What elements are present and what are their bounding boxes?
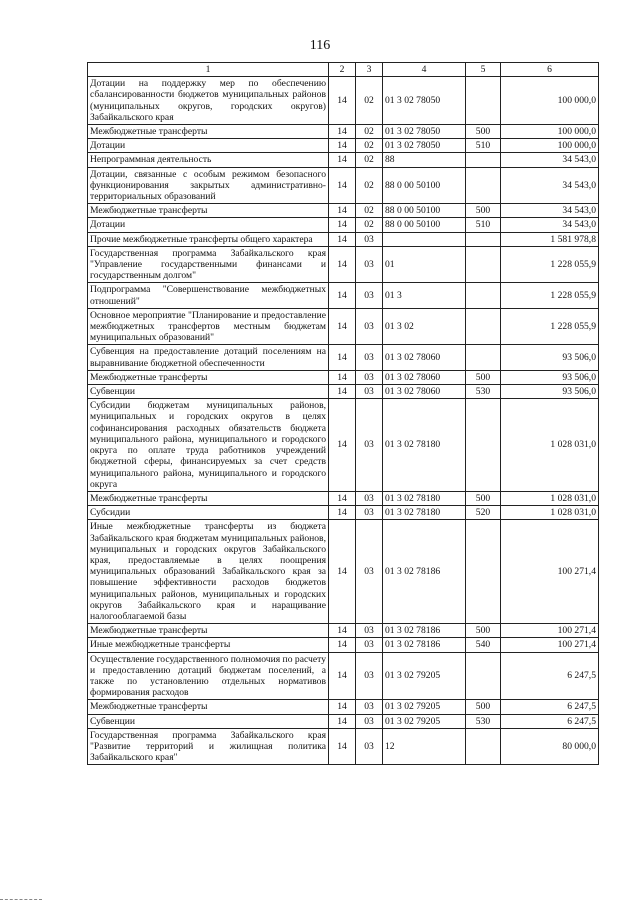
table-row	[88, 218, 599, 232]
row-name-cell: Межбюджетные трансферты	[88, 624, 329, 638]
row-name-cell: Дотации на поддержку мер по обеспечению сбалансированности бюджетов муниципальных районов (муниципальных округов, городских округов) Забайкальского края	[88, 77, 329, 125]
subsection-code-cell: 03	[356, 491, 383, 505]
header-cell: 6	[501, 63, 599, 77]
budget-table	[87, 62, 599, 765]
header-cell: 1	[88, 63, 329, 77]
header-cell: 5	[466, 63, 501, 77]
expense-type-cell	[466, 77, 501, 125]
amount-cell: 34 543,0	[501, 218, 599, 232]
target-article-cell	[383, 232, 466, 246]
section-code-cell: 14	[329, 506, 356, 520]
amount-cell: 1 228 055,9	[501, 308, 599, 345]
amount-cell: 93 506,0	[501, 385, 599, 399]
row-name-cell: Межбюджетные трансферты	[88, 125, 329, 139]
subsection-code-cell: 03	[356, 624, 383, 638]
amount-cell: 1 228 055,9	[501, 283, 599, 308]
target-article-cell: 01 3 02 78186	[383, 624, 466, 638]
row-name-cell: Субвенции	[88, 385, 329, 399]
subsection-code-cell: 03	[356, 714, 383, 728]
target-article-cell: 88 0 00 50100	[383, 204, 466, 218]
target-article-cell: 12	[383, 728, 466, 765]
subsection-code-cell: 02	[356, 204, 383, 218]
table-row	[88, 153, 599, 167]
target-article-cell: 01 3 02 79205	[383, 714, 466, 728]
amount-cell: 34 543,0	[501, 167, 599, 204]
table-row	[88, 232, 599, 246]
target-article-cell: 88 0 00 50100	[383, 167, 466, 204]
section-code-cell: 14	[329, 167, 356, 204]
amount-cell: 93 506,0	[501, 345, 599, 370]
section-code-cell: 14	[329, 652, 356, 700]
target-article-cell: 01 3	[383, 283, 466, 308]
target-article-cell: 01 3 02 78060	[383, 385, 466, 399]
expense-type-cell	[466, 520, 501, 624]
expense-type-cell: 500	[466, 204, 501, 218]
subsection-code-cell: 03	[356, 399, 383, 492]
amount-cell: 100 271,4	[501, 624, 599, 638]
subsection-code-cell: 03	[356, 506, 383, 520]
table-row	[88, 370, 599, 384]
section-code-cell: 14	[329, 308, 356, 345]
row-name-cell: Основное мероприятие "Планирование и предоставление межбюджетных трансфертов местным бюджетам муниципальных образований"	[88, 308, 329, 345]
expense-type-cell: 530	[466, 714, 501, 728]
table-row	[88, 167, 599, 204]
table-row	[88, 399, 599, 492]
expense-type-cell: 540	[466, 638, 501, 652]
subsection-code-cell: 03	[356, 385, 383, 399]
row-name-cell: Межбюджетные трансферты	[88, 370, 329, 384]
target-article-cell: 01 3 02 79205	[383, 700, 466, 714]
subsection-code-cell: 03	[356, 370, 383, 384]
section-code-cell: 14	[329, 728, 356, 765]
expense-type-cell: 500	[466, 370, 501, 384]
amount-cell: 6 247,5	[501, 700, 599, 714]
expense-type-cell: 500	[466, 491, 501, 505]
amount-cell: 100 000,0	[501, 139, 599, 153]
header-row	[88, 63, 599, 77]
row-name-cell: Межбюджетные трансферты	[88, 491, 329, 505]
expense-type-cell: 510	[466, 139, 501, 153]
subsection-code-cell: 02	[356, 77, 383, 125]
header-cell: 3	[356, 63, 383, 77]
table-row	[88, 246, 599, 283]
expense-type-cell: 500	[466, 624, 501, 638]
subsection-code-cell: 03	[356, 308, 383, 345]
subsection-code-cell: 03	[356, 345, 383, 370]
row-name-cell: Межбюджетные трансферты	[88, 700, 329, 714]
row-name-cell: Субсидии бюджетам муниципальных районов, муниципальных и городских округов в целях софинансирования расходных обязательств бюджета муниципального района, муниципального и городского округа по оплате труда работников учреждений бюджетной сферы, финансируемых за счет средств муниципального района, муниципального и городского округа	[88, 399, 329, 492]
table-row	[88, 204, 599, 218]
amount-cell: 6 247,5	[501, 714, 599, 728]
table-row	[88, 77, 599, 125]
section-code-cell: 14	[329, 218, 356, 232]
header-cell: 4	[383, 63, 466, 77]
target-article-cell: 01 3 02 78050	[383, 77, 466, 125]
target-article-cell: 01 3 02 78060	[383, 370, 466, 384]
expense-type-cell: 500	[466, 700, 501, 714]
row-name-cell: Непрограммная деятельность	[88, 153, 329, 167]
section-code-cell: 14	[329, 624, 356, 638]
subsection-code-cell: 03	[356, 246, 383, 283]
amount-cell: 80 000,0	[501, 728, 599, 765]
target-article-cell: 01 3 02 78050	[383, 139, 466, 153]
table-row	[88, 385, 599, 399]
target-article-cell: 01 3 02 78050	[383, 125, 466, 139]
table-row	[88, 520, 599, 624]
section-code-cell: 14	[329, 77, 356, 125]
expense-type-cell	[466, 728, 501, 765]
table-row	[88, 700, 599, 714]
section-code-cell: 14	[329, 283, 356, 308]
row-name-cell: Иные межбюджетные трансферты	[88, 638, 329, 652]
section-code-cell: 14	[329, 125, 356, 139]
section-code-cell: 14	[329, 714, 356, 728]
section-code-cell: 14	[329, 153, 356, 167]
row-name-cell: Государственная программа Забайкальского края "Развитие территорий и жилищная политика Забайкальского края"	[88, 728, 329, 765]
expense-type-cell	[466, 167, 501, 204]
row-name-cell: Прочие межбюджетные трансферты общего характера	[88, 232, 329, 246]
amount-cell: 93 506,0	[501, 370, 599, 384]
subsection-code-cell: 02	[356, 125, 383, 139]
subsection-code-cell: 03	[356, 652, 383, 700]
row-name-cell: Межбюджетные трансферты	[88, 204, 329, 218]
expense-type-cell	[466, 246, 501, 283]
table-row	[88, 491, 599, 505]
target-article-cell: 01 3 02 79205	[383, 652, 466, 700]
table-row	[88, 728, 599, 765]
table-row	[88, 345, 599, 370]
expense-type-cell	[466, 283, 501, 308]
row-name-cell: Дотации	[88, 139, 329, 153]
section-code-cell: 14	[329, 520, 356, 624]
section-code-cell: 14	[329, 246, 356, 283]
subsection-code-cell: 02	[356, 139, 383, 153]
amount-cell: 1 028 031,0	[501, 399, 599, 492]
row-name-cell: Субвенции	[88, 714, 329, 728]
subsection-code-cell: 03	[356, 700, 383, 714]
section-code-cell: 14	[329, 385, 356, 399]
amount-cell: 1 028 031,0	[501, 491, 599, 505]
table-row	[88, 714, 599, 728]
section-code-cell: 14	[329, 399, 356, 492]
bottom-mark	[0, 899, 42, 901]
row-name-cell: Субвенция на предоставление дотаций поселениям на выравнивание бюджетной обеспеченности	[88, 345, 329, 370]
subsection-code-cell: 02	[356, 153, 383, 167]
table-row	[88, 283, 599, 308]
target-article-cell: 01 3 02 78186	[383, 638, 466, 652]
target-article-cell: 88 0 00 50100	[383, 218, 466, 232]
target-article-cell: 01 3 02	[383, 308, 466, 345]
target-article-cell: 01 3 02 78180	[383, 506, 466, 520]
target-article-cell: 01 3 02 78180	[383, 399, 466, 492]
section-code-cell: 14	[329, 370, 356, 384]
table-row	[88, 139, 599, 153]
row-name-cell: Иные межбюджетные трансферты из бюджета Забайкальского края бюджетам муниципальных районов, муниципальных и городских округов Забайкальского края, предоставляемые в целях поощрения муниципальных образований Забайкальского края за повышение эффективности расходов бюджетов муниципальных районов, муниципальных и городских округов Забайкальского края и наращивание налогооблагаемой базы	[88, 520, 329, 624]
section-code-cell: 14	[329, 345, 356, 370]
table-row	[88, 638, 599, 652]
row-name-cell: Дотации	[88, 218, 329, 232]
header-cell: 2	[329, 63, 356, 77]
target-article-cell: 01	[383, 246, 466, 283]
subsection-code-cell: 03	[356, 638, 383, 652]
row-name-cell: Осуществление государственного полномочия по расчету и предоставлению дотаций бюджетам поселений, а также по установлению отдельных нормативов формирования расходов	[88, 652, 329, 700]
expense-type-cell: 500	[466, 125, 501, 139]
amount-cell: 1 028 031,0	[501, 506, 599, 520]
section-code-cell: 14	[329, 139, 356, 153]
table-row	[88, 125, 599, 139]
target-article-cell: 01 3 02 78060	[383, 345, 466, 370]
table-row	[88, 624, 599, 638]
section-code-cell: 14	[329, 491, 356, 505]
expense-type-cell	[466, 153, 501, 167]
subsection-code-cell: 03	[356, 283, 383, 308]
section-code-cell: 14	[329, 204, 356, 218]
expense-type-cell	[466, 345, 501, 370]
target-article-cell: 01 3 02 78180	[383, 491, 466, 505]
amount-cell: 6 247,5	[501, 652, 599, 700]
target-article-cell: 88	[383, 153, 466, 167]
row-name-cell: Подпрограмма "Совершенствование межбюджетных отношений"	[88, 283, 329, 308]
amount-cell: 100 000,0	[501, 77, 599, 125]
subsection-code-cell: 03	[356, 520, 383, 624]
target-article-cell: 01 3 02 78186	[383, 520, 466, 624]
amount-cell: 1 228 055,9	[501, 246, 599, 283]
table-row	[88, 652, 599, 700]
expense-type-cell: 530	[466, 385, 501, 399]
row-name-cell: Субсидии	[88, 506, 329, 520]
page-number: 116	[309, 38, 331, 53]
expense-type-cell	[466, 232, 501, 246]
row-name-cell: Государственная программа Забайкальского края "Управление государственными финансами и государственным долгом"	[88, 246, 329, 283]
expense-type-cell: 510	[466, 218, 501, 232]
subsection-code-cell: 02	[356, 218, 383, 232]
amount-cell: 100 271,4	[501, 520, 599, 624]
expense-type-cell: 520	[466, 506, 501, 520]
subsection-code-cell: 02	[356, 167, 383, 204]
section-code-cell: 14	[329, 638, 356, 652]
section-code-cell: 14	[329, 232, 356, 246]
expense-type-cell	[466, 308, 501, 345]
amount-cell: 34 543,0	[501, 153, 599, 167]
amount-cell: 100 271,4	[501, 638, 599, 652]
expense-type-cell	[466, 399, 501, 492]
subsection-code-cell: 03	[356, 728, 383, 765]
table-row	[88, 506, 599, 520]
table-row	[88, 308, 599, 345]
section-code-cell: 14	[329, 700, 356, 714]
expense-type-cell	[466, 652, 501, 700]
amount-cell: 100 000,0	[501, 125, 599, 139]
amount-cell: 34 543,0	[501, 204, 599, 218]
subsection-code-cell: 03	[356, 232, 383, 246]
amount-cell: 1 581 978,8	[501, 232, 599, 246]
row-name-cell: Дотации, связанные с особым режимом безопасного функционирования закрытых административно-территориальных образований	[88, 167, 329, 204]
